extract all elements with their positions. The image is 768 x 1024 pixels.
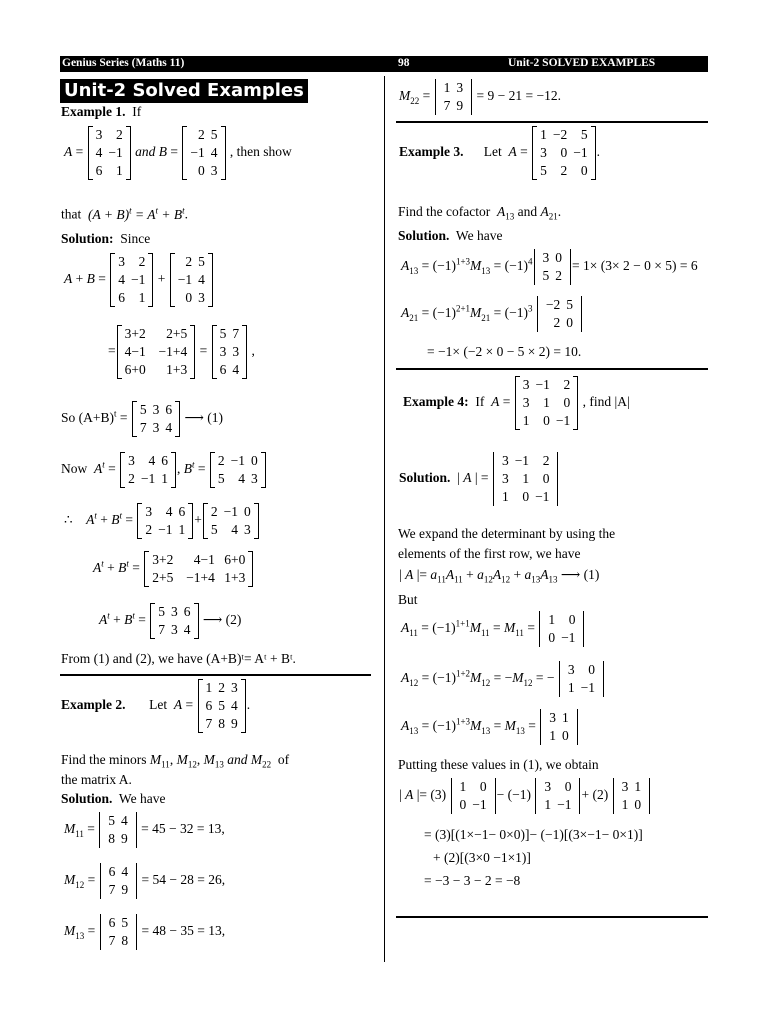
ex4-given: Example 4: If A = 3 −1 2 3 1 0 1 0 −1 , find |A|	[403, 377, 630, 428]
ex2-rule	[396, 121, 708, 123]
ex1-conclusion: From (1) and (2), we have (A+B)ᵗ= Aᵗ + Bᵗ.	[61, 651, 296, 666]
ex2-minor-m12: $M_{12}$ = 6 4 7 9 = 54 − 28 = 26,	[64, 864, 226, 897]
ex1-statement: that $(A + B)^t = A^t + B^t$.	[61, 205, 189, 222]
ex1-now: Now	[61, 461, 88, 477]
ex4-but: But	[398, 592, 418, 607]
ex2-minor-m13: $M_{13}$ = 6 5 7 8 = 48 − 35 = 13,	[64, 915, 226, 948]
ex4-step-3: + (2)[(3×0 −1×1)]	[433, 850, 531, 865]
ex3-a21-result: = −1× (−2 × 0 − 5 × 2) = 10.	[427, 344, 582, 359]
ex3-and: and	[517, 204, 538, 219]
ex1-sum-step2: = 3+2 2+5 4−1 −1+4 6+0 1+3 = 5 7 3 3 6 4 ,	[108, 326, 255, 377]
ex3-cofactor-a21: $A_{21} = (-1)^{2+1}M_{21} = (-1)^3$ −2 5 2 0	[401, 296, 583, 332]
ex2-matrix-a: 1 2 3 6 5 4 7 8 9	[198, 679, 246, 733]
ex1-transposes: Now $A^t$ = 3 4 6 2 −1 1 , $B^t$ = 2 −1 0 5 4 3	[61, 452, 267, 488]
ex4-cofactor-a13: $A_{13} = (-1)^{1+3}M_{13} = M_{13}$ = 3 1 1 0	[401, 709, 579, 745]
header-page-number: 98	[398, 57, 410, 69]
matrix-b: 2 5 −1 4 0 3	[182, 126, 225, 180]
ex2-given: Example 2. Let A = 1 2 3 6 5 4 7 8 9 .	[61, 680, 251, 731]
ex3-solution: Solution.	[398, 228, 450, 243]
ex1-add-step: $A^t + B^t$ = 3+2 4−1 6+0 2+5 −1+4 1+3	[93, 551, 254, 587]
header-series: Genius Series (Maths 11)	[62, 57, 185, 69]
ex1-solution-line	[61, 231, 150, 247]
ex4-putting: Putting these values in (1), we obtain	[398, 757, 599, 772]
ex1-transpose-sum: So $(A+B)^t$ = 5 3 6 7 3 4 ⟶ (1)	[61, 402, 223, 435]
ex4-step-2: = (3)[(1×−1− 0×0)]− (−1)[(3×−1− 0×1)]	[424, 827, 643, 842]
column-divider	[384, 76, 385, 962]
ex2-the-matrix: the matrix A.	[61, 772, 132, 787]
ex3-cofactor-a13: $A_{13} = (-1)^{1+3}M_{13} = (-1)^4$ 3 0 5 2 = 1× (3× 2 − 0 × 5) = 6	[401, 250, 698, 283]
ex4-determinant: 3 −1 2 3 1 0 1 0 −1	[493, 452, 559, 506]
ex1-so: So (A+B)	[61, 410, 114, 426]
ex2-find: Find the minors	[61, 752, 147, 767]
ex3-question: Find the cofactor $A_{13}$ and $A_{21}$.	[398, 204, 562, 222]
ex4-substitution: | A |= (3) 1 0 0 −1 − (−1) 3 0 1 −1 + (2) 3 1 1 0	[399, 778, 651, 814]
page-header	[60, 56, 708, 72]
ex4-heading: Example 4:	[403, 394, 469, 410]
unit-title: Unit-2 Solved Examples	[60, 79, 308, 103]
ex4-expand-1: We expand the determinant by using the	[398, 526, 616, 541]
ex4-expand-2: elements of the first row, we have	[398, 546, 581, 561]
ex1-eq2-label: ⟶ (2)	[202, 612, 242, 628]
ex3-heading: Example 3.	[399, 144, 464, 160]
ex2-of: of	[277, 752, 290, 767]
ex1-add-transposes: ∴ $A^t + B^t$ = 3 4 6 2 −1 1 + 2 −1 0 5 4 3	[64, 503, 260, 539]
ex1-solution: Solution:	[61, 231, 114, 246]
ex4-eq1-label: ⟶ (1)	[560, 567, 600, 582]
ex2-we-have: We have	[118, 791, 166, 806]
ex3-let: Let	[483, 144, 502, 160]
ex1-add-result: $A^t + B^t$ = 5 3 6 7 3 4 ⟶ (2)	[99, 604, 242, 637]
ex2-heading: Example 2.	[61, 697, 126, 713]
ex1-heading-line	[61, 104, 141, 120]
ex4-cofactor-a11: $A_{11} = (-1)^{1+1}M_{11} = M_{11}$ = 1 0 0 −1	[401, 611, 585, 647]
ex1-if: If	[132, 104, 142, 119]
ex4-solution: Solution.	[399, 470, 451, 486]
ex1-heading: Example 1.	[61, 104, 126, 119]
ex1-given: A = 3 2 4 −1 6 1 and B = 2 5 −1 4 0 3 , then show	[64, 127, 292, 178]
ex4-solution-line: Solution. | A | = 3 −1 2 3 1 0 1 0 −1	[399, 452, 559, 506]
ex3-solution-line	[398, 228, 502, 244]
ex4-final-result: = −3 − 3 − 2 = −8	[424, 873, 521, 888]
ex4-if: If	[475, 394, 485, 410]
ex1-sum-step1: A + B = 3 2 4 −1 6 1 + 2 5 −1 4 0 3	[64, 253, 214, 307]
ex2-minor-m11: $M_{11}$ = 5 4 8 9 = 45 − 32 = 13,	[64, 813, 225, 846]
ex1-since: Since	[120, 231, 151, 246]
ex3-we-have: We have	[455, 228, 503, 243]
ex3-given: Example 3. Let A = 1 −2 5 3 0 −1 5 2 0 .	[399, 127, 601, 178]
ex2-solution: Solution.	[61, 791, 113, 806]
ex4-rule	[396, 916, 708, 918]
ex2-minor-m22: $M_{22}$ = 1 3 7 9 = 9 − 21 = −12.	[399, 80, 561, 113]
ex2-let: Let	[149, 697, 168, 713]
ex1-that: that	[61, 206, 82, 222]
ex2-question: Find the minors $M_{11}$, $M_{12}$, $M_{13}$ and $M_{22}$ of	[61, 752, 290, 770]
ex4-cofactor-a12: $A_{12} = (-1)^{1+2}M_{12} = -M_{12}$ = − 3 0 1 −1	[401, 661, 605, 697]
ex3-matrix-a: 1 −2 5 3 0 −1 5 2 0	[532, 126, 596, 180]
ex1-then-show: , then show	[229, 144, 292, 160]
ex3-rule	[396, 368, 708, 370]
ex4-find: , find |A|	[582, 394, 630, 410]
ex1-eq1-label: ⟶ (1)	[184, 410, 223, 426]
ex4-matrix-a: 3 −1 2 3 1 0 1 0 −1	[515, 376, 579, 430]
ex2-solution-line	[61, 791, 165, 807]
ex4-expansion-formula: | A |= $a_{11}A_{11} + a_{12}A_{12} + a_{13}A_{13}$ ⟶ (1)	[399, 567, 600, 585]
ex3-find: Find the cofactor	[398, 204, 491, 219]
matrix-a: 3 2 4 −1 6 1	[88, 126, 131, 180]
ex1-rule	[60, 674, 371, 676]
ex1-and: and	[135, 144, 156, 160]
header-section: Unit-2 SOLVED EXAMPLES	[508, 57, 656, 69]
